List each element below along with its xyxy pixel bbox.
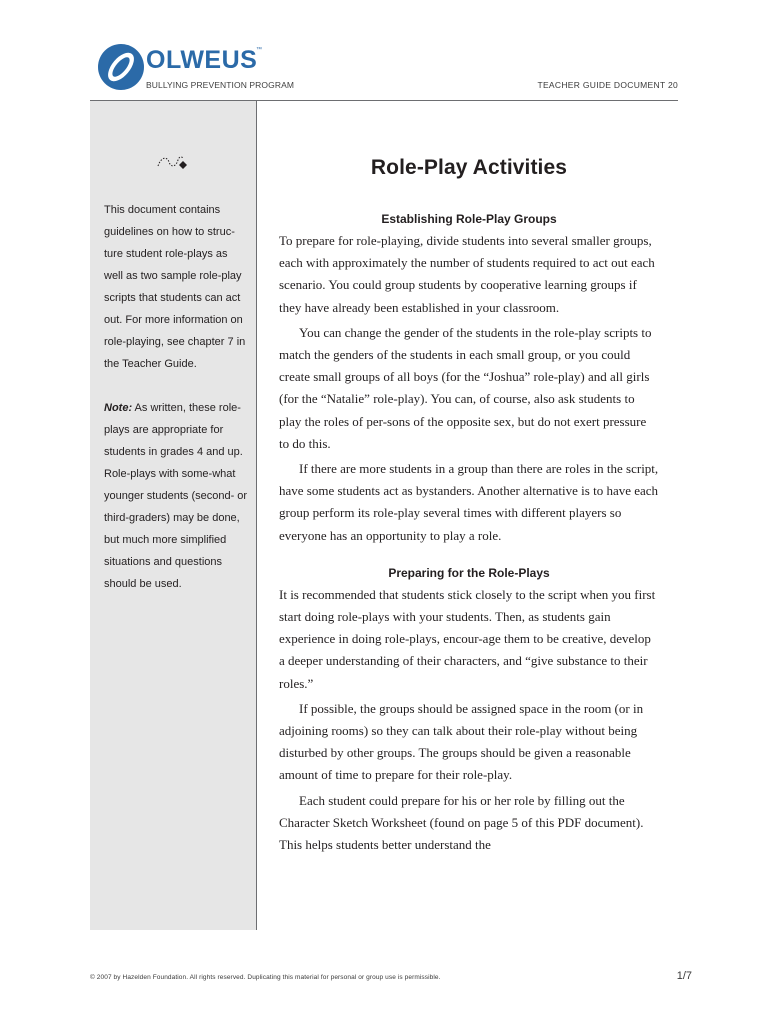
- logo-wordmark: OLWEUS: [146, 46, 258, 74]
- olweus-logo: [96, 42, 296, 94]
- sidebar-description: [104, 199, 248, 595]
- sidebar-divider: [256, 101, 257, 930]
- section-heading: Preparing for the Role-Plays: [388, 565, 550, 580]
- sidebar-intro: This document contains guidelines on how to struc-ture student role-plays as well as two sample role-play scripts that students can act out. For more information on role-playing, see chapter 7 in the Teacher Guide.: [104, 204, 246, 370]
- olweus-globe-icon: [96, 42, 146, 92]
- paragraph: You can change the gender of the students in the role-play scripts to match the genders of the students in each small group, or you could create small groups of all boys (for the “Joshua” role-play) and all girls (for the “Natalie” role-play). You can, of course, also ask students to play the roles of per-sons of the opposite sex, but do not exert pressure to do this.: [279, 324, 652, 451]
- note-text: As written, these role-plays are appropriate for students in grades 4 and up. Role-plays with some-what younger students (second- or third-graders) may be done, but much more simplified situations and questions should be used.: [104, 402, 248, 590]
- copyright-notice: © 2007 by Hazelden Foundation. All rights reserved. Duplicating this material for personal or group use is permissible.: [90, 974, 441, 981]
- note-label: Note:: [104, 402, 133, 414]
- paragraph: Each student could prepare for his or her role by filling out the Character Sketch Worksheet (found on page 5 of this PDF document). This helps students better understand the: [279, 792, 644, 853]
- paragraph: If possible, the groups should be assigned space in the room (or in adjoining rooms) so they can talk about their role-play without being disturbed by other groups. The groups should be given a reasonable amount of time to prepare for their role-play.: [279, 700, 644, 783]
- sidebar-note: [104, 397, 248, 595]
- section-heading: Establishing Role-Play Groups: [381, 212, 557, 226]
- page-title: Role-Play Activities: [370, 156, 568, 179]
- paragraph: To prepare for role-playing, divide students into several smaller groups, each with approximately the number of students required to act out each scenario. You could group students by cooperative learning groups if they have already been established in your classroom.: [279, 233, 655, 315]
- paragraph: It is recommended that students stick closely to the script when you first start doing role-plays with your students. Then, as students gain experience in doing role-plays, encour-age them to be creative, develop a deeper understanding of their characters, and “give substance to their roles.”: [279, 586, 656, 691]
- paragraph: If there are more students in a group than there are roles in the script, have some students act as bystanders. Another alternative is to have each group perform its role-play several times with different players so everyone has an opportunity to play a role.: [279, 461, 659, 543]
- page-number: 1/7: [676, 970, 692, 982]
- logo-subtitle: BULLYING PREVENTION PROGRAM: [146, 80, 295, 90]
- squiggle-arrow-icon: [156, 153, 190, 171]
- document-label: TEACHER GUIDE DOCUMENT 20: [537, 80, 678, 90]
- main-content: [279, 146, 659, 856]
- sidebar-panel: [90, 101, 256, 930]
- logo-trademark: ™: [256, 47, 262, 53]
